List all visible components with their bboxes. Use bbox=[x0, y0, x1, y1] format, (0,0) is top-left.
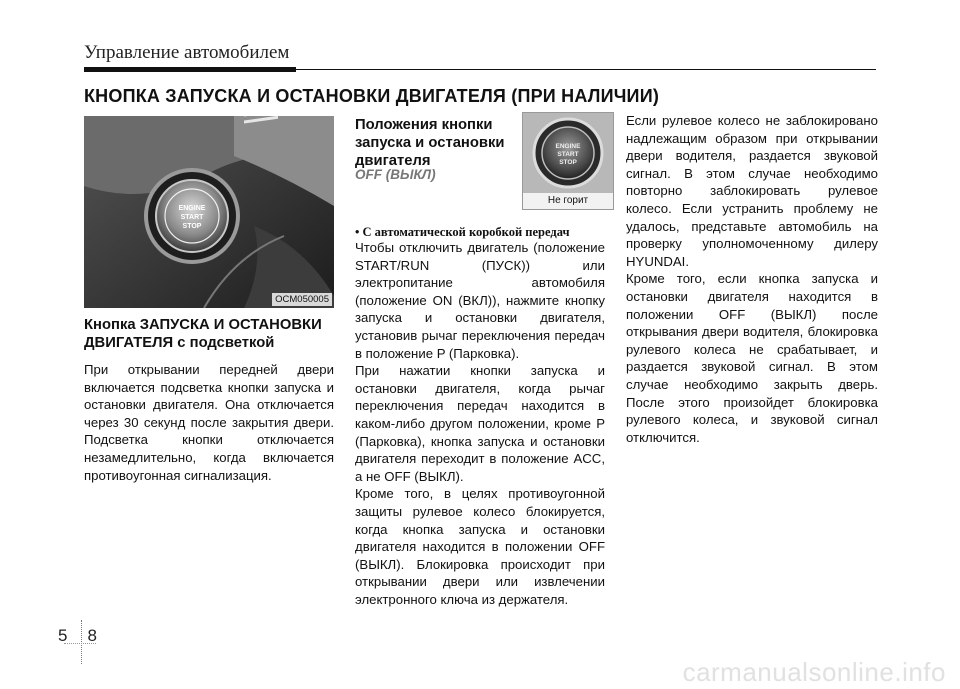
positions-heading: Положения кнопки запуска и остановки двигателя bbox=[355, 117, 505, 169]
section-title: КНОПКА ЗАПУСКА И ОСТАНОВКИ ДВИГАТЕЛЯ (ПРИ НАЛИЧИИ) bbox=[84, 86, 660, 106]
header-rule-line bbox=[296, 69, 876, 70]
illumination-text: При открывании передней двери включается подсветка кнопки запуска и остановки двигателя. Она отключается через 30 секунд после закрытия двери. Подсветка кнопки отключается незамедлительно, когда включается противоугонная сигнализация. bbox=[84, 362, 334, 483]
watermark: carmanualsonline.info bbox=[682, 657, 946, 687]
button-off-photo bbox=[522, 112, 614, 210]
photo2-label-stop: STOP bbox=[559, 159, 577, 166]
off-position-label: OFF (ВЫКЛ) bbox=[355, 167, 436, 182]
column-3 bbox=[626, 112, 878, 446]
steering-lock-paragraph-1: Если рулевое колесо не заблокировано надлежащим образом при открывании двери водителя, раздается звуковой сигнал. В этом случае необходимо повторно заблокировать рулевое колесо. Если устранить проблему не удалось, представьте автомобиль на проверку уполномоченному дилеру HYUNDAI. bbox=[626, 113, 878, 269]
automatic-transmission-bullet: • С автоматической коробкой передач bbox=[355, 225, 570, 239]
page-number bbox=[58, 626, 97, 646]
positions-paragraph-3: Кроме того, в целях противоугонной защиты рулевое колесо блокируется, когда кнопка запуска и остановки двигателя находится в положении OFF (ВЫКЛ). Блокировка происходит при открывании двери или извлечении электронного ключа из держателя. bbox=[355, 486, 605, 607]
illumination-heading: Кнопка ЗАПУСКА И ОСТАНОВКИ ДВИГАТЕЛЯ с подсветкой bbox=[84, 317, 322, 351]
header-rule-bar bbox=[84, 67, 296, 72]
start-button-photo bbox=[84, 116, 334, 308]
page-number-value: 8 bbox=[87, 626, 97, 645]
photo-label-engine: ENGINE bbox=[178, 205, 206, 212]
photo-label-start: START bbox=[180, 214, 204, 221]
column-2 bbox=[355, 239, 605, 608]
positions-paragraph-1: Чтобы отключить двигатель (положение START/RUN (ПУСК)) или электропитание автомобиля (положение ON (ВКЛ)), нажмите кнопку запуска и остановки двигателя, установив рычаг переключения передач в положение P (Парковка). bbox=[355, 240, 605, 361]
button-off-illustration bbox=[523, 113, 613, 193]
photo2-label-start: START bbox=[557, 151, 579, 158]
positions-paragraph-2: При нажатии кнопки запуска и остановки двигателя, когда рычаг переключения передач находится в каком-либо другом положении, кроме P (Парковка), кнопка запуска и остановки двигателя переходит в положение ACC, а не OFF (ВЫКЛ). bbox=[355, 363, 605, 484]
dashboard-illustration bbox=[84, 116, 334, 308]
page-chapter-number: 5 bbox=[58, 626, 68, 645]
photo2-label-engine: ENGINE bbox=[555, 143, 581, 150]
figure-code: OCM050005 bbox=[272, 293, 332, 306]
chapter-title: Управление автомобилем bbox=[84, 42, 290, 63]
steering-lock-paragraph-2: Кроме того, если кнопка запуска и остановки двигателя находится в положении OFF (ВЫКЛ) после открывания двери водителя, блокировка рулевого колеса не срабатывает, и раздается звуковой сигнал. В этом случае необходимо закрыть дверь. После этого произойдет блокировка рулевого колеса, и звуковой сигнал отключится. bbox=[626, 271, 878, 445]
figure-caption: Не горит bbox=[523, 193, 613, 209]
column-1 bbox=[84, 316, 334, 484]
photo-label-stop: STOP bbox=[182, 223, 202, 230]
